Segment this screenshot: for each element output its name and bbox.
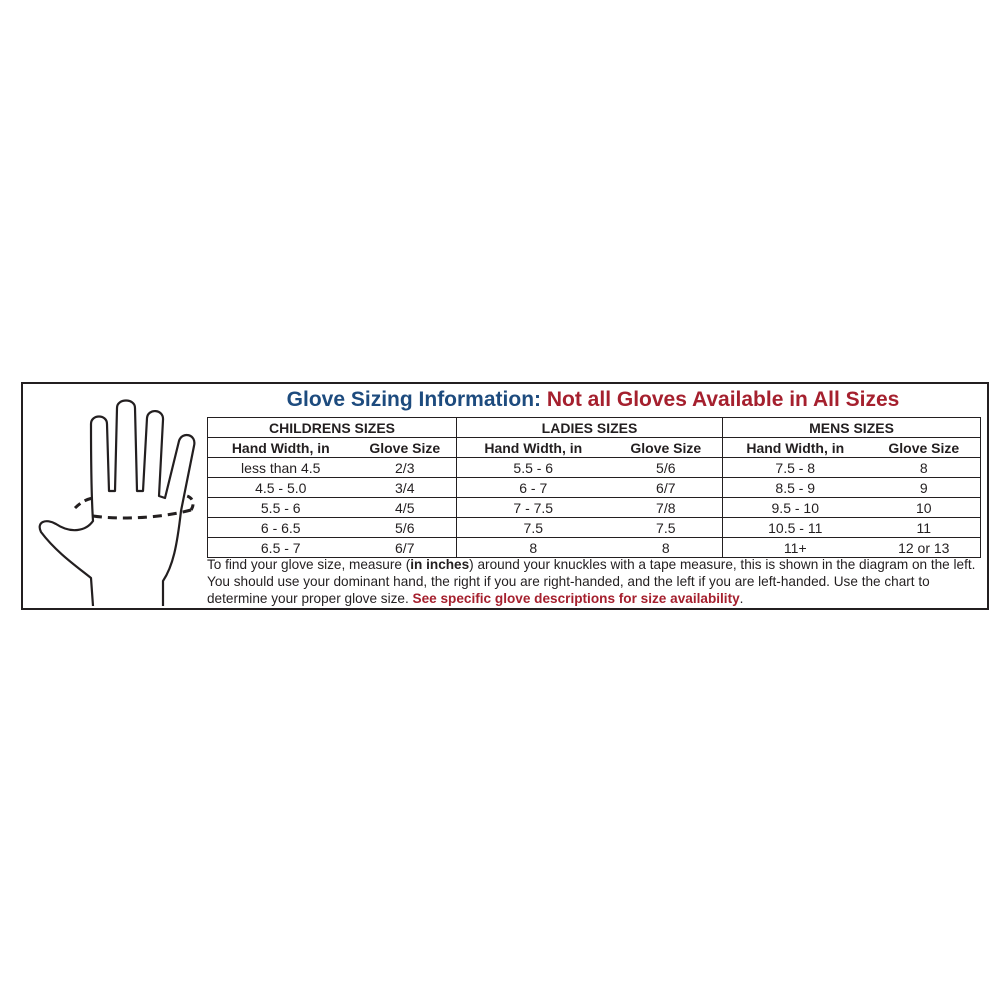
table-row [208, 538, 981, 558]
col-header-hand-width: Hand Width, in [457, 438, 610, 458]
cell-hand-width: less than 4.5 [208, 458, 354, 478]
cell-glove-size: 10 [868, 498, 981, 518]
cell-glove-size: 2/3 [354, 458, 457, 478]
cell-glove-size: 4/5 [354, 498, 457, 518]
cell-hand-width: 5.5 - 6 [208, 498, 354, 518]
cell-hand-width: 5.5 - 6 [457, 458, 610, 478]
col-header-glove-size: Glove Size [354, 438, 457, 458]
table-row [208, 498, 981, 518]
cell-glove-size: 5/6 [354, 518, 457, 538]
cell-hand-width: 6 - 6.5 [208, 518, 354, 538]
col-header-hand-width: Hand Width, in [723, 438, 868, 458]
cell-glove-size: 7/8 [610, 498, 723, 518]
glove-sizing-card [21, 382, 989, 610]
cell-glove-size: 8 [868, 458, 981, 478]
table-row [208, 458, 981, 478]
note-text-middle: ) around your knuckles with a tape measure, this is shown in the diagram on the left. You should use your dominant hand, the right if you are right-handed, and the left if you are left-handed. Use the chart to determine your proper glove size. [207, 557, 976, 606]
cell-glove-size: 11 [868, 518, 981, 538]
cell-hand-width: 7.5 - 8 [723, 458, 868, 478]
col-header-glove-size: Glove Size [868, 438, 981, 458]
cell-glove-size: 12 or 13 [868, 538, 981, 558]
cell-hand-width: 7.5 [457, 518, 610, 538]
instructions-text [207, 556, 985, 607]
note-availability-warning: See specific glove descriptions for size availability [412, 591, 740, 606]
note-text-end: . [739, 591, 744, 606]
cell-glove-size: 7.5 [610, 518, 723, 538]
cell-hand-width: 9.5 - 10 [723, 498, 868, 518]
col-header-hand-width: Hand Width, in [208, 438, 354, 458]
group-header-childrens: CHILDRENS SIZES [208, 418, 457, 438]
cell-glove-size: 6/7 [610, 478, 723, 498]
page-title [208, 388, 978, 412]
cell-hand-width: 10.5 - 11 [723, 518, 868, 538]
cell-hand-width: 8.5 - 9 [723, 478, 868, 498]
note-unit-emphasis: in inches [410, 557, 470, 572]
table-row [208, 478, 981, 498]
cell-hand-width: 4.5 - 5.0 [208, 478, 354, 498]
hand-outline-measuring-icon [31, 396, 201, 606]
title-warning: Not all Gloves Available in All Sizes [546, 388, 900, 411]
cell-glove-size: 5/6 [610, 458, 723, 478]
table-row [208, 518, 981, 538]
col-header-glove-size: Glove Size [610, 438, 723, 458]
cell-hand-width: 6.5 - 7 [208, 538, 354, 558]
cell-hand-width: 6 - 7 [457, 478, 610, 498]
cell-glove-size: 6/7 [354, 538, 457, 558]
cell-glove-size: 8 [610, 538, 723, 558]
group-header-ladies: LADIES SIZES [457, 418, 723, 438]
cell-glove-size: 3/4 [354, 478, 457, 498]
group-header-mens: MENS SIZES [723, 418, 981, 438]
size-chart-table [207, 417, 981, 558]
cell-hand-width: 8 [457, 538, 610, 558]
cell-hand-width: 7 - 7.5 [457, 498, 610, 518]
note-text-start: To find your glove size, measure ( [207, 557, 411, 572]
cell-glove-size: 9 [868, 478, 981, 498]
title-main: Glove Sizing Information: [286, 388, 542, 411]
cell-hand-width: 11+ [723, 538, 868, 558]
